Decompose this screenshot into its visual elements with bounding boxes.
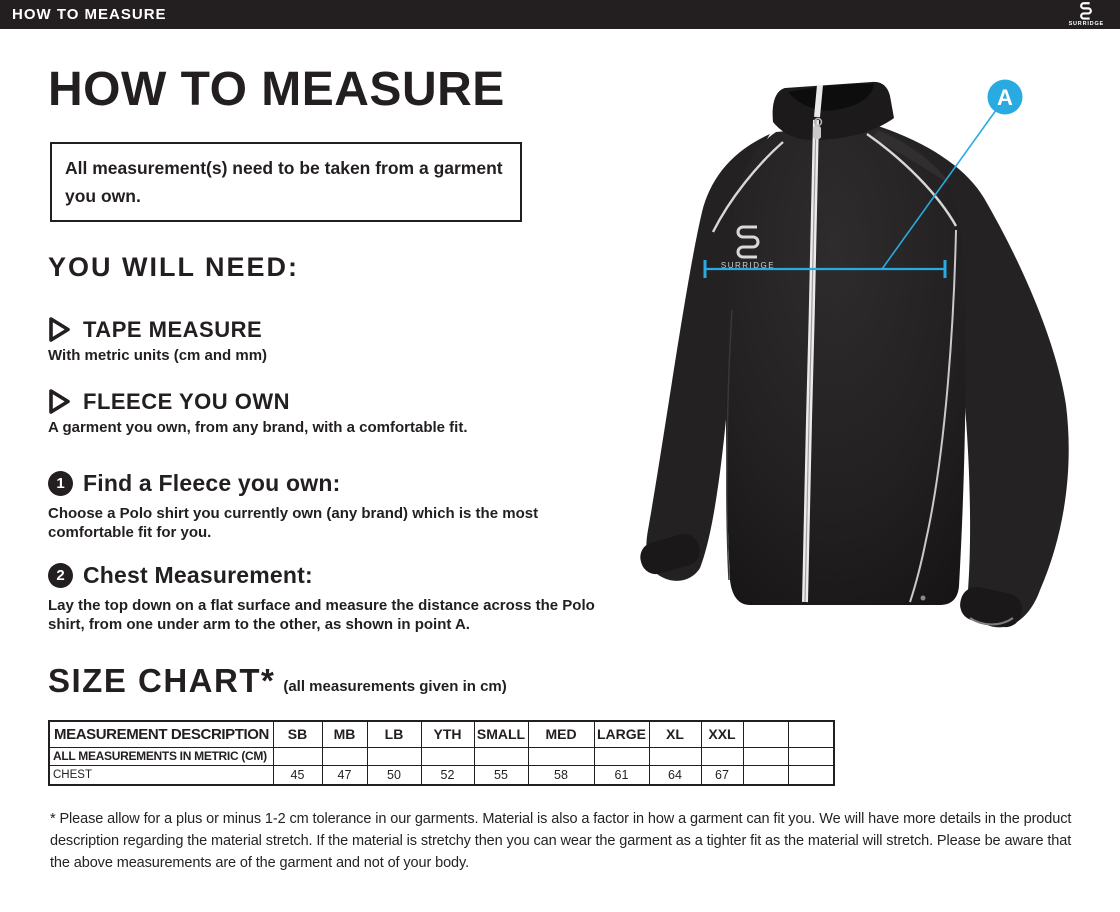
table-cell: 52 (421, 765, 474, 785)
column-header: SB (273, 721, 322, 747)
header-row (49, 721, 834, 747)
column-header: XL (649, 721, 701, 747)
need-item-title: FLEECE YOU OWN (83, 388, 291, 414)
table-cell (528, 747, 594, 765)
table-cell: 61 (594, 765, 649, 785)
need-item-tape-measure (48, 316, 267, 364)
need-item-desc: With metric units (cm and mm) (48, 347, 268, 364)
table-row (49, 765, 834, 785)
brand-logo (1069, 1, 1108, 28)
triangle-bullet-icon (48, 316, 71, 343)
table-cell: 58 (528, 765, 594, 785)
step-1 (48, 470, 596, 542)
top-bar-title: HOW TO MEASURE (12, 6, 167, 23)
brand-word: SURRIDGE (1068, 21, 1104, 28)
point-a-label: A (997, 85, 1013, 110)
column-header: SMALL (474, 721, 528, 747)
table-row (49, 747, 834, 765)
jacket-brand-text: SURRIDGE (720, 261, 776, 270)
step-title: Chest Measurement: (83, 562, 313, 588)
top-bar (0, 0, 1120, 29)
table-cell: 55 (474, 765, 528, 785)
table-cell: 64 (649, 765, 701, 785)
table-cell (367, 747, 421, 765)
table-cell (743, 747, 788, 765)
step-title: Find a Fleece you own: (83, 470, 341, 496)
column-header: YTH (421, 721, 474, 747)
table-cell: 50 (367, 765, 421, 785)
table-cell (701, 747, 743, 765)
size-chart-title: SIZE CHART* (48, 662, 276, 699)
need-item-title: TAPE MEASURE (83, 316, 263, 342)
row-label: ALL MEASUREMENTS IN METRIC (CM) (49, 747, 273, 765)
table-cell (788, 765, 834, 785)
you-will-need-heading: YOU WILL NEED: (48, 252, 300, 282)
jacket-zip (817, 85, 820, 117)
table-cell (649, 747, 701, 765)
product-photo-fleece-jacket (620, 60, 1120, 700)
table-cell (474, 747, 528, 765)
table-cell (594, 747, 649, 765)
step-desc: Lay the top down on a flat surface and measure the distance across the Polo shirt, from one under arm to the other, as shown in point A. (48, 597, 595, 633)
table-cell: 45 (273, 765, 322, 785)
column-header: XXL (701, 721, 743, 747)
notice-box: All measurement(s) need to be taken from a garment you own. (50, 142, 522, 222)
step-number-badge: 2 (48, 563, 73, 588)
table-cell (273, 747, 322, 765)
jacket-torso (726, 124, 966, 605)
size-chart-table (48, 720, 835, 786)
size-chart-subtitle: (all measurements given in cm) (283, 678, 507, 695)
zip-pull (813, 126, 821, 139)
column-header (788, 721, 834, 747)
table-cell (322, 747, 367, 765)
page-title: HOW TO MEASURE (48, 63, 505, 116)
step-desc: Choose a Polo shirt you currently own (any brand) which is the most comfortable fit for you. (48, 505, 539, 541)
column-header: MB (322, 721, 367, 747)
column-header: LARGE (594, 721, 649, 747)
column-header: LB (367, 721, 421, 747)
need-item-desc: A garment you own, from any brand, with a comfortable fit. (48, 419, 468, 436)
table-cell: 47 (322, 765, 367, 785)
need-item-fleece (48, 388, 467, 436)
column-header (743, 721, 788, 747)
size-chart-heading-row (48, 662, 507, 700)
triangle-bullet-icon (48, 388, 71, 415)
row-label: CHEST (49, 765, 273, 785)
step-number-badge: 1 (48, 471, 73, 496)
table-cell (743, 765, 788, 785)
table-cell: 67 (701, 765, 743, 785)
tolerance-footnote: * Please allow for a plus or minus 1-2 cm tolerance in our garments. Material is also a factor in how a garment can fit you. We will have more details in the product description regarding the material stretch. If the material is stretchy then you can wear the garment as a tighter fit as the material will stretch. Please be aware that the above measurements are of the garment and not of your body. (50, 811, 1072, 871)
column-header: MEASUREMENT DESCRIPTION (49, 721, 273, 747)
table-cell (788, 747, 834, 765)
table-cell (421, 747, 474, 765)
surridge-s-icon (1076, 1, 1096, 21)
step-2 (48, 562, 596, 634)
column-header: MED (528, 721, 594, 747)
